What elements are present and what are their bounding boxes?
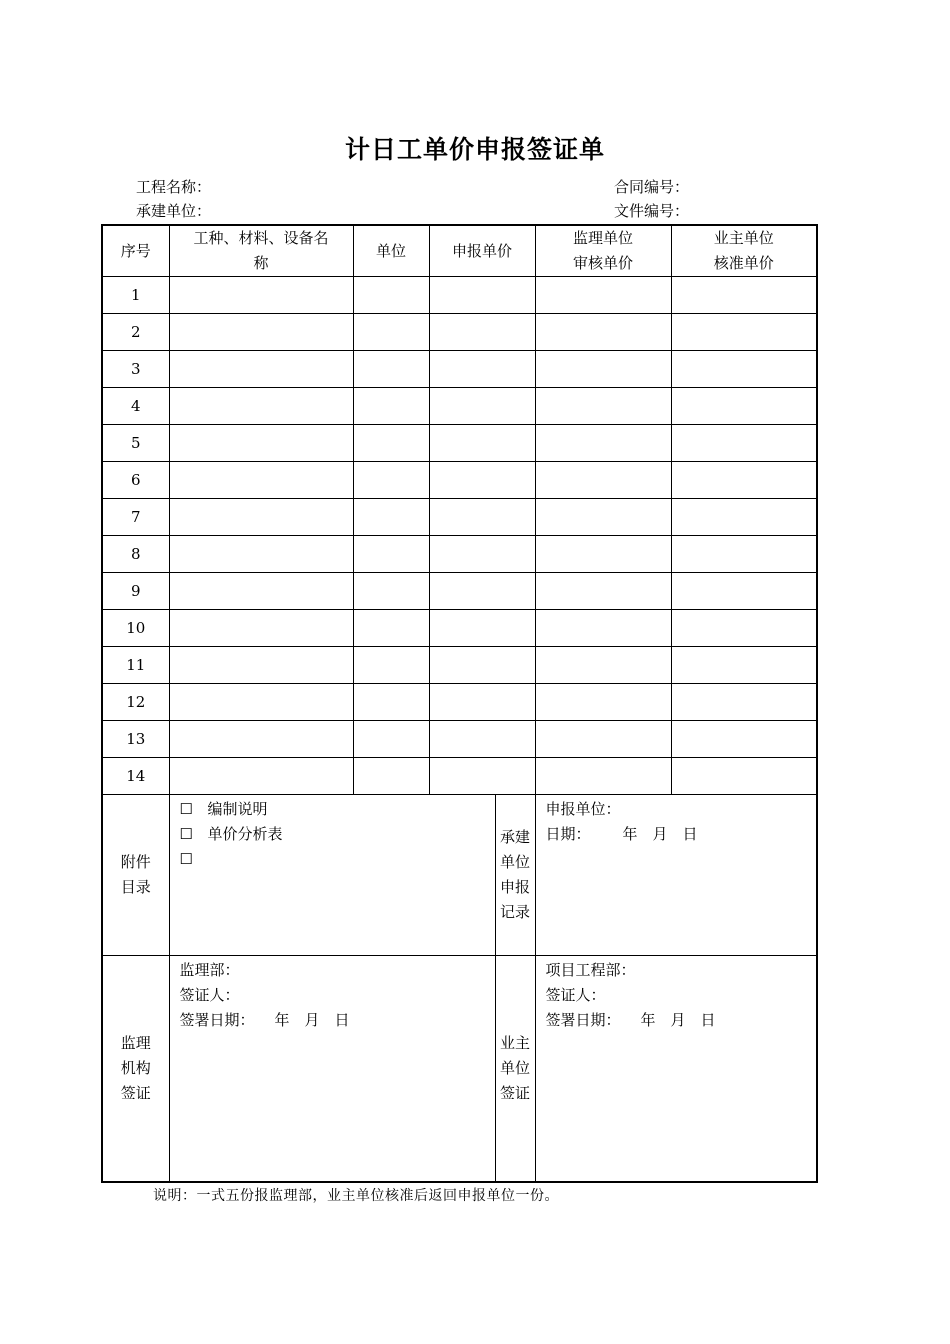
row-seq: 10 <box>102 610 169 647</box>
item-name-cell[interactable] <box>169 277 353 314</box>
owner-sign-label <box>495 956 535 1183</box>
header-item-name-line1: 工种、材料、设备名 <box>193 229 329 247</box>
owner-dept-label: 项目工程部： <box>545 961 636 979</box>
owner-price-cell[interactable] <box>671 610 817 647</box>
contractor-label: 承建单位： <box>136 202 212 220</box>
attachment-item[interactable] <box>180 847 495 872</box>
declared-price-cell[interactable] <box>429 536 535 573</box>
contractor-record-label-line: 承建 <box>500 828 531 846</box>
table-header-row <box>102 225 817 277</box>
attachment-item[interactable] <box>180 822 495 847</box>
row-seq: 4 <box>102 388 169 425</box>
header-owner-line2: 核准单价 <box>713 254 774 272</box>
contractor-record-label-line: 申报 <box>500 878 531 896</box>
contractor-record-content <box>535 795 817 956</box>
attachments-row <box>102 795 817 956</box>
contractor-record-label-line: 单位 <box>500 853 531 871</box>
date-label: 日期： <box>545 825 591 843</box>
declared-price-cell[interactable] <box>429 610 535 647</box>
supervisor-price-cell[interactable] <box>535 684 671 721</box>
supervisor-sign-label <box>102 956 169 1183</box>
date-ymd: 年 月 日 <box>274 1011 350 1029</box>
owner-sign-label-line: 签证 <box>500 1084 531 1102</box>
supervisor-sign-content <box>169 956 495 1183</box>
supervisor-signer-label: 签证人： <box>179 986 240 1004</box>
footer-note: 说明：一式五份报监理部，业主单位核准后返回申报单位一份。 <box>153 1188 559 1204</box>
item-name-cell[interactable] <box>169 499 353 536</box>
owner-signer-label: 签证人： <box>545 986 606 1004</box>
declared-price-cell[interactable] <box>429 499 535 536</box>
owner-sign-label-line: 单位 <box>500 1059 531 1077</box>
supervisor-price-cell[interactable] <box>535 499 671 536</box>
supervisor-price-cell[interactable] <box>535 277 671 314</box>
file-no-label: 文件编号： <box>614 202 690 220</box>
owner-price-cell[interactable] <box>671 351 817 388</box>
header-supervisor-line1: 监理单位 <box>573 229 634 247</box>
attachment-item[interactable] <box>180 797 495 822</box>
owner-price-cell[interactable] <box>671 388 817 425</box>
header-seq: 序号 <box>102 225 169 277</box>
owner-sign-content <box>535 956 817 1183</box>
row-seq: 7 <box>102 499 169 536</box>
table-row <box>102 351 817 388</box>
unit-cell[interactable] <box>353 758 429 795</box>
header-declared-price: 申报单价 <box>429 225 535 277</box>
item-name-cell[interactable] <box>169 684 353 721</box>
supervisor-sign-label-line: 机构 <box>120 1059 151 1077</box>
owner-price-cell[interactable] <box>671 536 817 573</box>
unit-cell[interactable] <box>353 721 429 758</box>
declared-price-cell[interactable] <box>429 684 535 721</box>
date-ymd: 年 月 日 <box>640 1011 716 1029</box>
supervisor-sign-label-line: 签证 <box>120 1084 151 1102</box>
declared-price-cell[interactable] <box>429 721 535 758</box>
item-name-cell[interactable] <box>169 462 353 499</box>
item-name-cell[interactable] <box>169 351 353 388</box>
item-name-cell[interactable] <box>169 425 353 462</box>
row-seq: 5 <box>102 425 169 462</box>
row-seq: 9 <box>102 573 169 610</box>
header-item-name-line2: 称 <box>253 254 269 272</box>
item-name-cell[interactable] <box>169 536 353 573</box>
owner-price-cell[interactable] <box>671 277 817 314</box>
item-name-cell[interactable] <box>169 610 353 647</box>
item-name-cell[interactable] <box>169 314 353 351</box>
row-seq: 2 <box>102 314 169 351</box>
owner-price-cell[interactable] <box>671 573 817 610</box>
attachments-label-line1: 附件 <box>120 853 151 871</box>
row-seq: 1 <box>102 277 169 314</box>
declaring-date <box>546 822 817 847</box>
item-name-cell[interactable] <box>169 721 353 758</box>
unit-cell[interactable] <box>353 425 429 462</box>
table-row <box>102 647 817 684</box>
price-declaration-table <box>101 224 818 1183</box>
unit-cell[interactable] <box>353 610 429 647</box>
row-seq: 3 <box>102 351 169 388</box>
owner-price-cell[interactable] <box>671 314 817 351</box>
table-row <box>102 758 817 795</box>
owner-sign-label-line: 业主 <box>500 1034 531 1052</box>
table-row <box>102 536 817 573</box>
checkbox-icon[interactable]: ☐ <box>179 800 193 818</box>
owner-price-cell[interactable] <box>671 462 817 499</box>
supervisor-price-cell[interactable] <box>535 721 671 758</box>
header-unit: 单位 <box>353 225 429 277</box>
header-item-name <box>169 225 353 277</box>
row-seq: 11 <box>102 647 169 684</box>
attachment-item-label: 编制说明 <box>207 800 268 818</box>
declared-price-cell[interactable] <box>429 462 535 499</box>
declared-price-cell[interactable] <box>429 758 535 795</box>
header-supervisor-price <box>535 225 671 277</box>
supervisor-sign-date <box>180 1008 495 1033</box>
checkbox-icon[interactable]: ☐ <box>179 850 193 868</box>
table-row <box>102 610 817 647</box>
supervisor-sign-label-line: 监理 <box>120 1034 151 1052</box>
attachments-label <box>102 795 169 956</box>
unit-cell[interactable] <box>353 314 429 351</box>
unit-cell[interactable] <box>353 536 429 573</box>
supervisor-price-cell[interactable] <box>535 647 671 684</box>
owner-price-cell[interactable] <box>671 721 817 758</box>
declared-price-cell[interactable] <box>429 647 535 684</box>
row-seq: 13 <box>102 721 169 758</box>
page-title: 计日工单价申报签证单 <box>344 135 605 164</box>
supervisor-price-cell[interactable] <box>535 573 671 610</box>
unit-cell[interactable] <box>353 573 429 610</box>
contractor-record-label <box>495 795 535 956</box>
table-row <box>102 721 817 758</box>
unit-cell[interactable] <box>353 462 429 499</box>
contract-no-label: 合同编号： <box>614 178 690 196</box>
unit-cell[interactable] <box>353 647 429 684</box>
date-label: 签署日期： <box>179 1011 255 1029</box>
declaring-unit-label: 申报单位： <box>545 800 621 818</box>
checkbox-icon[interactable]: ☐ <box>179 825 193 843</box>
supervisor-price-cell[interactable] <box>535 425 671 462</box>
owner-price-cell[interactable] <box>671 758 817 795</box>
owner-sign-date <box>546 1008 817 1033</box>
row-seq: 14 <box>102 758 169 795</box>
contractor-record-label-line: 记录 <box>500 903 531 921</box>
item-name-cell[interactable] <box>169 388 353 425</box>
declared-price-cell[interactable] <box>429 314 535 351</box>
table-row <box>102 277 817 314</box>
supervisor-price-cell[interactable] <box>535 314 671 351</box>
project-name-label: 工程名称： <box>136 178 212 196</box>
owner-price-cell[interactable] <box>671 499 817 536</box>
unit-cell[interactable] <box>353 277 429 314</box>
unit-cell[interactable] <box>353 388 429 425</box>
table-row <box>102 462 817 499</box>
supervisor-price-cell[interactable] <box>535 758 671 795</box>
item-name-cell[interactable] <box>169 758 353 795</box>
table-row <box>102 573 817 610</box>
unit-cell[interactable] <box>353 351 429 388</box>
header-supervisor-line2: 审核单价 <box>573 254 634 272</box>
declared-price-cell[interactable] <box>429 573 535 610</box>
declared-price-cell[interactable] <box>429 351 535 388</box>
supervisor-dept-label: 监理部： <box>179 961 240 979</box>
header-owner-line1: 业主单位 <box>713 229 774 247</box>
unit-cell[interactable] <box>353 684 429 721</box>
table-row <box>102 388 817 425</box>
supervisor-price-cell[interactable] <box>535 610 671 647</box>
supervisor-price-cell[interactable] <box>535 536 671 573</box>
table-row <box>102 314 817 351</box>
row-seq: 6 <box>102 462 169 499</box>
date-ymd: 年 月 日 <box>622 825 698 843</box>
owner-price-cell[interactable] <box>671 647 817 684</box>
supervisor-price-cell[interactable] <box>535 351 671 388</box>
table-row <box>102 499 817 536</box>
date-label: 签署日期： <box>545 1011 621 1029</box>
table-row <box>102 684 817 721</box>
attachments-label-line2: 目录 <box>120 878 151 896</box>
unit-cell[interactable] <box>353 499 429 536</box>
item-name-cell[interactable] <box>169 647 353 684</box>
row-seq: 8 <box>102 536 169 573</box>
owner-price-cell[interactable] <box>671 684 817 721</box>
item-name-cell[interactable] <box>169 573 353 610</box>
supervisor-price-cell[interactable] <box>535 388 671 425</box>
attachment-item-label: 单价分析表 <box>207 825 283 843</box>
declared-price-cell[interactable] <box>429 425 535 462</box>
row-seq: 12 <box>102 684 169 721</box>
supervisor-price-cell[interactable] <box>535 462 671 499</box>
declared-price-cell[interactable] <box>429 277 535 314</box>
owner-price-cell[interactable] <box>671 425 817 462</box>
table-row <box>102 425 817 462</box>
signature-row <box>102 956 817 1183</box>
declared-price-cell[interactable] <box>429 388 535 425</box>
attachments-list <box>169 795 495 956</box>
header-owner-price <box>671 225 817 277</box>
